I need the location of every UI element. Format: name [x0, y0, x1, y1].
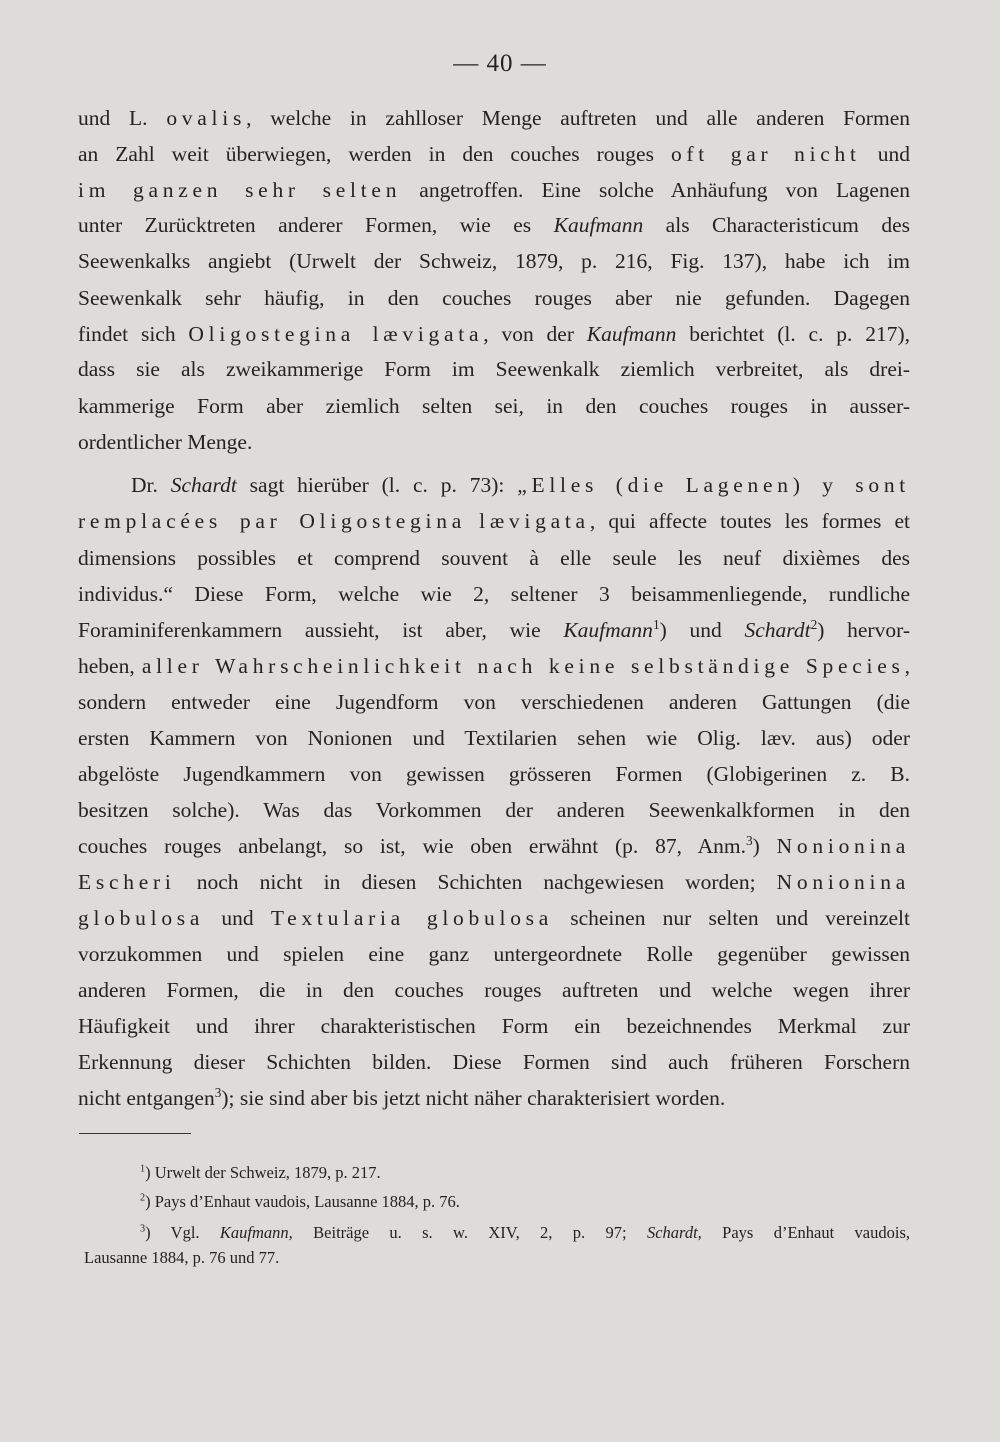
footnote-marker: 3 [140, 1223, 146, 1235]
text-line: Seewenkalks angiebt (Urwelt der Schweiz, 1879, p. 216, Fig. 137), habe ich im [78, 249, 910, 273]
text-line: Foraminiferenkammern aussieht, ist aber, wie Kaufmann$^1$) und Schardt$^2$) hervor- [78, 616, 910, 642]
spaced-text: Textularia globulosa [270, 906, 554, 930]
text-line: anderen Formen, die in den couches rouges auftreten und welche wegen ihrer [78, 978, 910, 1002]
footnote-line: $^1$) Urwelt der Schweiz, 1879, p. 217. [140, 1163, 381, 1182]
text-line: im ganzen sehr selten angetroffen. Eine solche Anhäufung von Lagenen [78, 178, 910, 202]
footnote-line: $^3$) Vgl. Kaufmann, Beiträge u. s. w. XIV, 2, p. 97; Schardt, Pays d’Enhaut vaudois, [140, 1223, 910, 1242]
spaced-text: aller Wahrscheinlichkeit nach keine selbständige Species [141, 654, 905, 678]
spaced-text: im ganzen sehr selten [78, 178, 402, 202]
italic-text: Kaufmann, [219, 1223, 293, 1242]
text-line: vorzukommen und spielen eine ganz untergeordnete Rolle gegenüber gewissen [78, 942, 910, 966]
text-line: und L. ovalis, welche in zahlloser Menge auftreten und alle anderen Formen [78, 106, 910, 130]
text-line: abgelöste Jugendkammern von gewissen grösseren Formen (Globigerinen z. B. [78, 762, 910, 786]
page-number: — 40 — [453, 50, 547, 77]
text-line: an Zahl weit überwiegen, werden in den couches rouges oft gar nicht und [78, 142, 910, 166]
italic-text: Kaufmann [563, 618, 653, 642]
text-line: individus.“ Diese Form, welche wie 2, seltener 3 beisammenliegende, rundliche [78, 582, 910, 606]
spaced-text: remplacées par Oligostegina [78, 509, 466, 533]
text-line: unter Zurücktreten anderer Formen, wie es Kaufmann als Characteristicum des [78, 213, 910, 237]
spaced-text: globulosa [78, 906, 205, 930]
footnote-marker: 3 [214, 1084, 222, 1100]
spaced-text: lævigata [479, 509, 590, 533]
text-line: couches rouges anbelangt, so ist, wie oben erwähnt (p. 87, Anm.$^3$) Nonionina [78, 832, 910, 858]
italic-text: Schardt, [646, 1223, 702, 1242]
italic-text: Schardt [170, 473, 237, 497]
text-line: besitzen solche). Was das Vorkommen der anderen Seewenkalkformen in den [78, 798, 910, 822]
italic-text: Kaufmann [586, 322, 677, 346]
text-line: Dr. Schardt sagt hierüber (l. c. p. 73): „Elles (die Lagenen) y sont [131, 473, 911, 497]
text-line: ersten Kammern von Nonionen und Textilarien sehen wie Olig. læv. aus) oder [78, 726, 910, 750]
text-line: ordentlicher Menge. [78, 430, 253, 454]
italic-text: Kaufmann [553, 213, 644, 237]
footnote-rule [79, 1133, 191, 1134]
spaced-text: Nonionina [776, 870, 910, 894]
text-line: dass sie als zweikammerige Form im Seewenkalk ziemlich verbreitet, als drei- [78, 357, 910, 381]
footnote-marker: 3 [746, 832, 753, 848]
text-line: Escheri noch nicht in diesen Schichten nachgewiesen worden; Nonionina [78, 870, 910, 894]
text-line: remplacées par Oligostegina lævigata, qui affecte toutes les formes et [78, 509, 911, 533]
footnote-marker: 2 [140, 1192, 146, 1204]
text-line: dimensions possibles et comprend souvent à elle seule les neuf dixièmes des [78, 546, 910, 570]
spaced-text: Oligostegina lævigata [188, 322, 484, 346]
footnote-line: $^2$) Pays d’Enhaut vaudois, Lausanne 1884, p. 76. [140, 1192, 460, 1211]
footnote-marker: 2 [810, 616, 818, 632]
spaced-text: ovalis [166, 106, 247, 130]
text-line: nicht entgangen$^3$); sie sind aber bis jetzt nicht näher charakterisiert worden. [78, 1084, 726, 1110]
text-line: Häufigkeit und ihrer charakteristischen Form ein bezeichnendes Merkmal zur [78, 1014, 910, 1038]
text-line: kammerige Form aber ziemlich selten sei, in den couches rouges in ausser- [78, 394, 910, 418]
text-line: sondern entweder eine Jugendform von verschiedenen anderen Gattungen (die [78, 690, 910, 714]
text-line: Seewenkalk sehr häufig, in den couches rouges aber nie gefunden. Dagegen [78, 286, 910, 310]
text-line: globulosa und Textularia globulosa scheinen nur selten und vereinzelt [78, 906, 911, 930]
spaced-text: Nonionina [776, 834, 910, 858]
spaced-text: oft gar nicht [670, 142, 861, 166]
footnote-line: Lausanne 1884, p. 76 und 77. [84, 1248, 280, 1267]
footnote-marker: 1 [140, 1163, 146, 1175]
text-line: findet sich Oligostegina lævigata, von der Kaufmann berichtet (l. c. p. 217), [78, 322, 910, 346]
spaced-text: Escheri [78, 870, 176, 894]
italic-text: Schardt [744, 618, 811, 642]
text-line: Erkennung dieser Schichten bilden. Diese Formen sind auch früheren Forschern [78, 1050, 910, 1074]
footnote-marker: 1 [652, 616, 660, 632]
text-line: heben, aller Wahrscheinlichkeit nach keine selbständige Species, [78, 654, 910, 678]
spaced-text: „Elles (die Lagenen) y sont [517, 473, 911, 497]
